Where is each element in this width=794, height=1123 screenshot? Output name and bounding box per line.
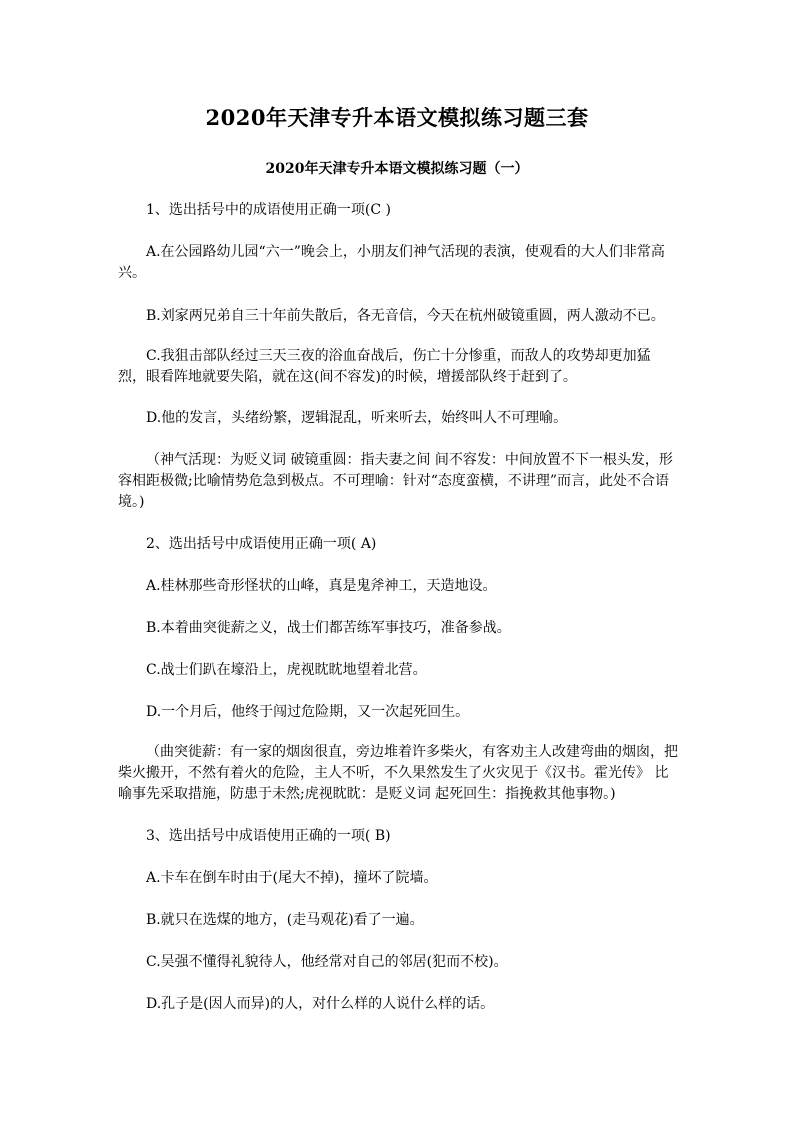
question-3-option-b: B.就只在选煤的地方，(走马观花)看了一遍。 — [146, 912, 424, 928]
document-title: 2020年天津专升本语文模拟练习题三套 — [205, 105, 589, 130]
question-3-option-c: C.吴强不懂得礼貌待人，他经常对自己的邻居(犯而不校)。 — [146, 954, 508, 970]
question-1-option-d: D.他的发言，头绪纷繁，逻辑混乱，听来听去，始终叫人不可理喻。 — [146, 410, 568, 426]
question-1-option-a: A.在公园路幼儿园“六一”晚会上，小朋友们神气活现的表演，使观看的大人们非常高兴。 — [118, 244, 665, 281]
question-1-explanation: （神气活现：为贬义词 破镜重圆：指夫妻之间 间不容发：中间放置不下一根头发，形容相距极微;比喻情势危急到极点。不可理喻：针对“态度蛮横，不讲理”而言，此处不合语境。) — [118, 452, 673, 510]
question-2-option-a: A.桂林那些奇形怪状的山峰，真是鬼斧神工，天造地设。 — [146, 578, 497, 594]
question-3-option-a: A.卡车在倒车时由于(尾大不掉)，撞坏了院墙。 — [146, 870, 438, 886]
question-1-stem: 1、选出括号中的成语使用正确一项(C ) — [146, 202, 391, 218]
question-3-option-d: D.孔子是(因人而异)的人，对什么样的人说什么样的话。 — [146, 996, 495, 1012]
question-2-option-b: B.本着曲突徙薪之义，战士们都苦练军事技巧，准备参战。 — [146, 620, 511, 636]
question-1-option-b: B.刘家两兄弟自三十年前失散后，各无音信，今天在杭州破镜重圆，两人激动不已。 — [146, 308, 665, 324]
document-subtitle: 2020年天津专升本语文模拟练习题（一） — [265, 161, 529, 177]
question-2-option-c: C.战士们趴在壕沿上，虎视眈眈地望着北营。 — [146, 662, 427, 678]
question-1-option-c: C.我狙击部队经过三天三夜的浴血奋战后，伤亡十分惨重，而敌人的攻势却更加猛烈，眼看阵地就要失陷，就在这(间不容发)的时候，增援部队终于赶到了。 — [118, 348, 651, 385]
question-2-stem: 2、选出括号中成语使用正确一项( A) — [146, 536, 377, 552]
question-2-option-d: D.一个月后，他终于闯过危险期，又一次起死回生。 — [146, 704, 470, 720]
question-2-explanation: （曲突徙薪：有一家的烟囱很直，旁边堆着许多柴火，有客劝主人改建弯曲的烟囱，把柴火搬开，不然有着火的危险，主人不听，不久果然发生了火灾见于《汉书。霍光传》 比喻事先采取措施，防患于未然;虎视眈眈：是贬义词 起死回生：指挽救其他事物。) — [118, 744, 678, 802]
question-3-stem: 3、选出括号中成语使用正确的一项( B) — [146, 828, 391, 844]
